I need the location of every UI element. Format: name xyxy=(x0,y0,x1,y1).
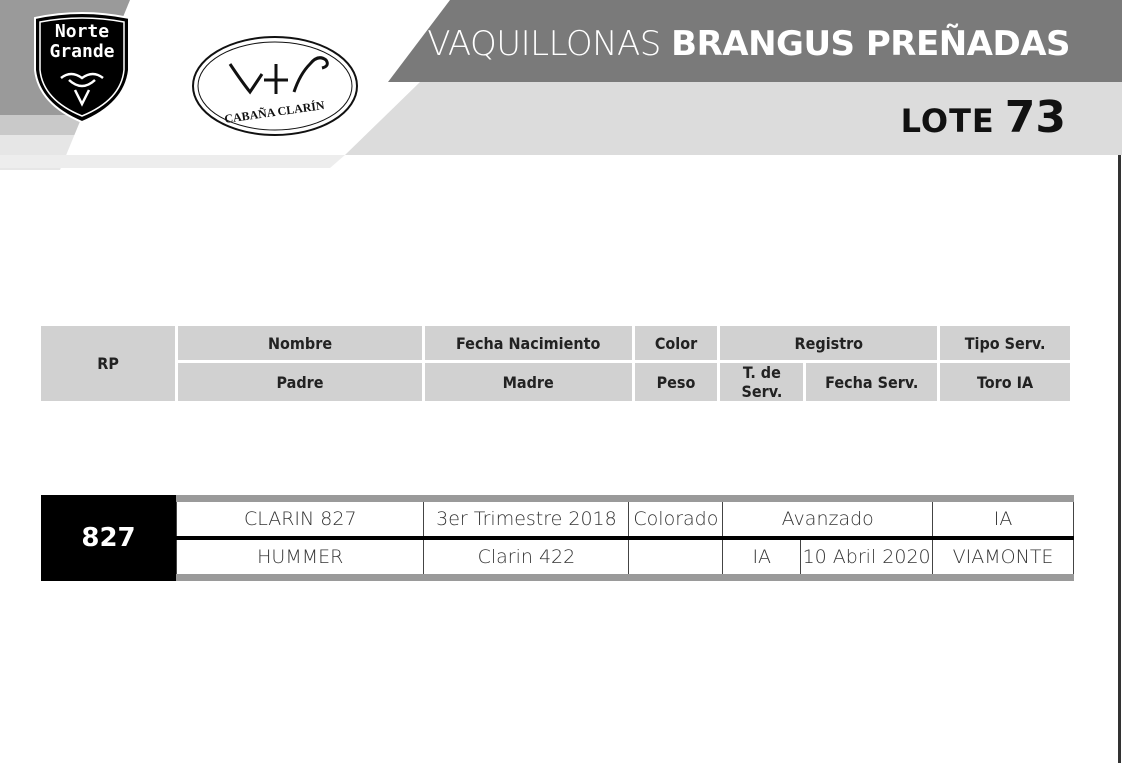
column-header-table xyxy=(41,323,1073,404)
header-nombre: Nombre xyxy=(177,325,424,362)
header-fecha-nacimiento: Fecha Nacimiento xyxy=(423,325,633,362)
header-toro-ia: Toro IA xyxy=(939,362,1072,403)
record-rp: 827 xyxy=(41,495,176,581)
header-color: Color xyxy=(633,325,719,362)
header-rp: RP xyxy=(41,325,177,403)
header-fecha-serv: Fecha Serv. xyxy=(805,362,939,403)
cell-peso xyxy=(629,538,723,578)
cell-toro-ia: VIAMONTE xyxy=(933,538,1074,578)
header-registro: Registro xyxy=(719,325,939,362)
cell-t-de-serv: IA xyxy=(723,538,801,578)
lote-number: 73 xyxy=(1004,92,1066,143)
header-madre: Madre xyxy=(423,362,633,403)
header-tipo-serv: Tipo Serv. xyxy=(939,325,1072,362)
cell-color: Colorado xyxy=(629,499,723,539)
cell-fecha-serv: 10 Abril 2020 xyxy=(801,538,933,578)
cabana-clarin-logo xyxy=(190,34,360,138)
cell-padre: HUMMER xyxy=(177,538,424,578)
page-title: VAQUILLONAS BRANGUS PREÑADAS xyxy=(427,24,1070,64)
header-padre: Padre xyxy=(177,362,424,403)
svg-text:CABAÑA CLARÍN: CABAÑA CLARÍN xyxy=(223,98,326,127)
header-peso: Peso xyxy=(633,362,719,403)
cell-nombre: CLARIN 827 xyxy=(177,499,424,539)
norte-grande-text: Norte Grande xyxy=(49,21,115,62)
cell-registro: Avanzado xyxy=(723,499,933,539)
cell-madre: Clarin 422 xyxy=(424,538,629,578)
cell-fecha-nacimiento: 3er Trimestre 2018 xyxy=(424,499,629,539)
lote-label: LOTE 73 xyxy=(900,92,1066,143)
cell-tipo-serv: IA xyxy=(933,499,1074,539)
record-table xyxy=(176,495,1074,581)
header-t-de-serv: T. de Serv. xyxy=(719,362,805,403)
